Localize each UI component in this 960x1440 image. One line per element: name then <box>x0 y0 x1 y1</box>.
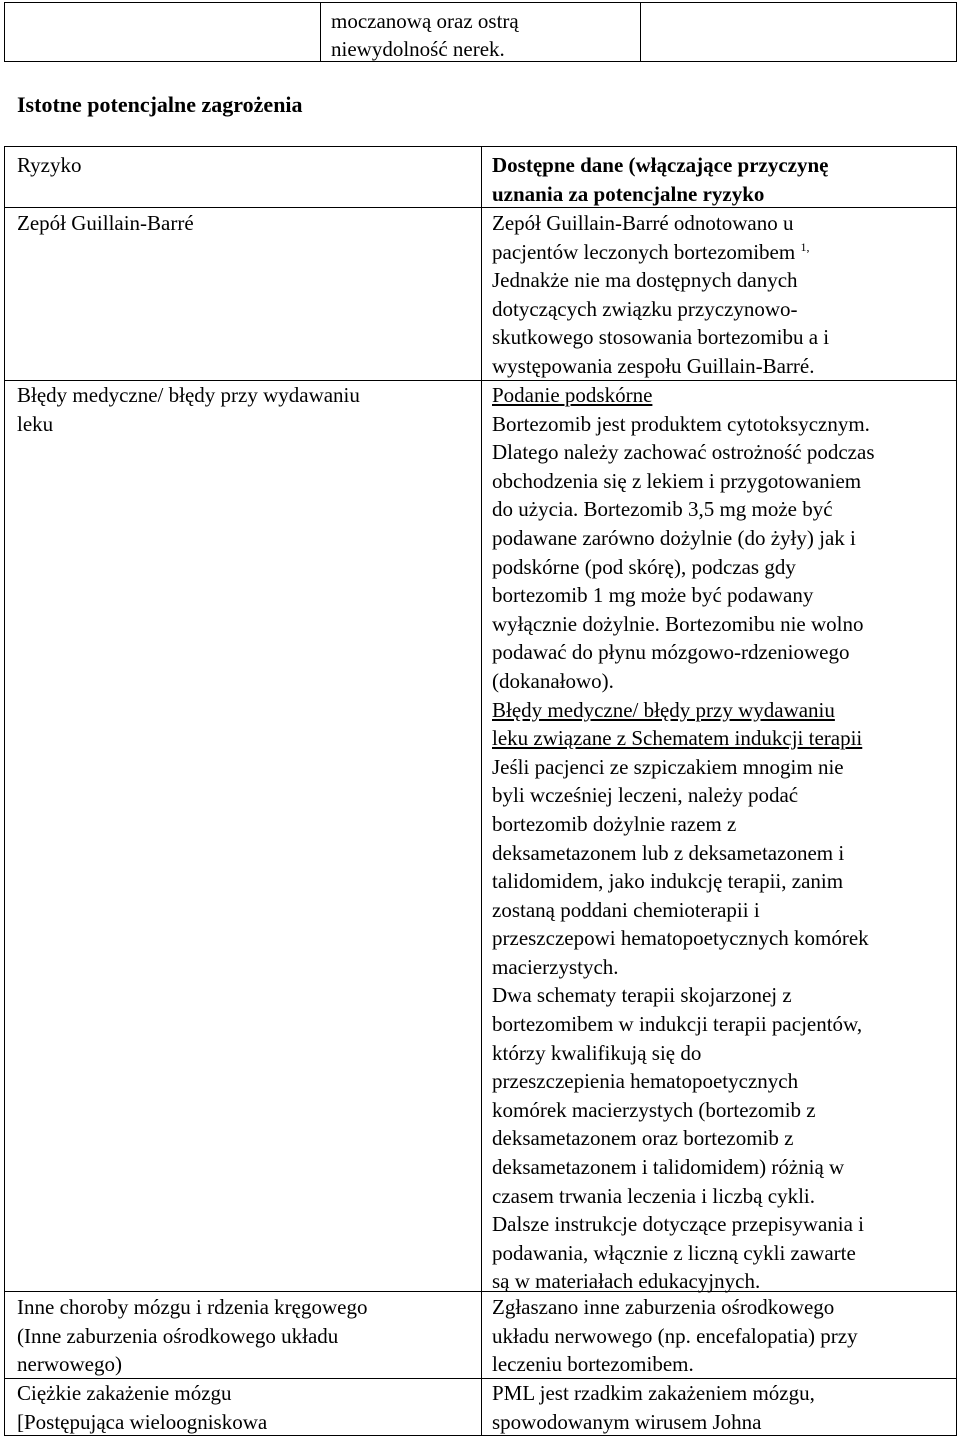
data-line: podawane zarówno dożylnie (do żyły) jak i <box>492 525 856 550</box>
header-line: uznania za potencjalne ryzyko <box>492 181 765 206</box>
data-line: Jeśli pacjenci ze szpiczakiem mnogim nie <box>492 754 844 779</box>
data-line: którzy kwalifikują się do <box>492 1040 702 1065</box>
data-line: przeszczepowi hematopoetycznych komórek <box>492 926 869 951</box>
data-medication-errors <box>492 381 952 1296</box>
data-line: bortezomib 1 mg może być podawany <box>492 583 814 608</box>
data-line: zostaną poddani chemioterapii i <box>492 897 760 922</box>
data-line: talidomidem, jako indukcję terapii, zanim <box>492 869 844 894</box>
continuation-cell-empty-right <box>641 3 956 61</box>
data-line: (dokanałowo). <box>492 668 614 693</box>
continuation-cell-empty-left <box>5 3 321 61</box>
data-line: wyłącznie dożylnie. Bortezomibu nie wolno <box>492 611 864 636</box>
section-heading: Istotne potencjalne zagrożenia <box>17 92 303 117</box>
header-line: Dostępne dane (włączające przyczynę <box>492 153 829 177</box>
data-line: bortezomibem w indukcji terapii pacjentów, <box>492 1012 863 1037</box>
data-line: do użycia. Bortezomib 3,5 mg może być <box>492 497 833 522</box>
data-line: przeszczepienia hematopoetycznych <box>492 1069 799 1094</box>
data-line: deksametazonem oraz bortezomib z <box>492 1126 794 1151</box>
data-line: macierzystych. <box>492 954 619 979</box>
data-line: leczeniu bortezomibem. <box>492 1352 694 1377</box>
risk-line: leku <box>17 411 54 436</box>
data-cns-disorders <box>492 1293 952 1379</box>
risk-line: Ciężkie zakażenie mózgu <box>17 1381 232 1405</box>
data-line: Bortezomib jest produktem cytotoksycznym. <box>492 411 870 436</box>
data-line: Zgłaszano inne zaburzenia ośrodkowego <box>492 1295 835 1319</box>
column-divider <box>481 147 482 1435</box>
data-line: skutkowego stosowania bortezomibu a i <box>492 325 830 350</box>
risk-line: Inne choroby mózgu i rdzenia kręgowego <box>17 1295 368 1319</box>
continuation-text-line: niewydolność nerek. <box>331 37 505 61</box>
data-line: układu nerwowego (np. encefalopatia) przy <box>492 1323 858 1348</box>
data-line: spowodowanym wirusem Johna <box>492 1409 762 1434</box>
data-line: czasem trwania leczenia i liczbą cykli. <box>492 1183 815 1208</box>
risk-table <box>4 146 957 1436</box>
data-line: bortezomib dożylnie razem z <box>492 811 737 836</box>
data-line: Jednakże nie ma dostępnych danych <box>492 268 798 293</box>
data-line: Dwa schematy terapii skojarzonej z <box>492 983 792 1008</box>
subheading-induction-errors: Błędy medyczne/ błędy przy wydawaniu <box>492 697 835 722</box>
data-line: podskórne (pod skórę), podczas gdy <box>492 554 796 579</box>
data-brain-infection <box>492 1379 952 1436</box>
data-line: występowania zespołu Guillain-Barré. <box>492 353 815 378</box>
data-line: byli wcześniej leczeni, należy podać <box>492 783 799 808</box>
data-line: podawania, włącznie z liczną cykli zawarte <box>492 1240 856 1265</box>
continuation-text-line: moczanową oraz ostrą <box>331 9 519 33</box>
subheading-induction-errors: leku związane z Schematem indukcji terapii <box>492 726 863 751</box>
data-line: są w materiałach edukacyjnych. <box>492 1269 761 1294</box>
data-guillain-barre <box>492 209 952 381</box>
data-line: Dalsze instrukcje dotyczące przepisywania i <box>492 1212 865 1237</box>
data-line: komórek macierzystych (bortezomib z <box>492 1097 816 1122</box>
data-line: PML jest rzadkim zakażeniem mózgu, <box>492 1381 815 1405</box>
risk-line: (Inne zaburzenia ośrodkowego układu <box>17 1323 339 1348</box>
data-line-text: pacjentów leczonych bortezomibem <box>492 239 796 264</box>
risk-line: Błędy medyczne/ błędy przy wydawaniu <box>17 383 360 407</box>
continuation-cell-text <box>321 3 641 61</box>
data-line: deksametazonem i talidomidem) różnią w <box>492 1155 845 1180</box>
data-line: podawać do płynu mózgowo-rdzeniowego <box>492 640 850 665</box>
data-line: deksametazonem lub z deksametazonem i <box>492 840 845 865</box>
continuation-table <box>4 2 957 62</box>
risk-guillain-barre: Zepół Guillain-Barré <box>17 211 194 235</box>
risk-medication-errors <box>17 381 472 438</box>
header-available-data <box>492 151 952 208</box>
data-line <box>492 238 952 267</box>
data-line: Zepół Guillain-Barré odnotowano u <box>492 211 794 235</box>
risk-brain-infection <box>17 1379 472 1436</box>
header-risk: Ryzyko <box>17 153 82 177</box>
data-line: dotyczących związku przyczynowo- <box>492 296 798 321</box>
risk-line: nerwowego) <box>17 1352 122 1377</box>
subheading-subcutaneous: Podanie podskórne <box>492 383 653 407</box>
data-line: obchodzenia się z lekiem i przygotowaniem <box>492 468 862 493</box>
footnote-reference: 1, <box>800 239 810 254</box>
risk-line: [Postępująca wieloogniskowa <box>17 1409 268 1434</box>
risk-cns-disorders <box>17 1293 472 1379</box>
data-line: Dlatego należy zachować ostrożność podczas <box>492 440 875 465</box>
